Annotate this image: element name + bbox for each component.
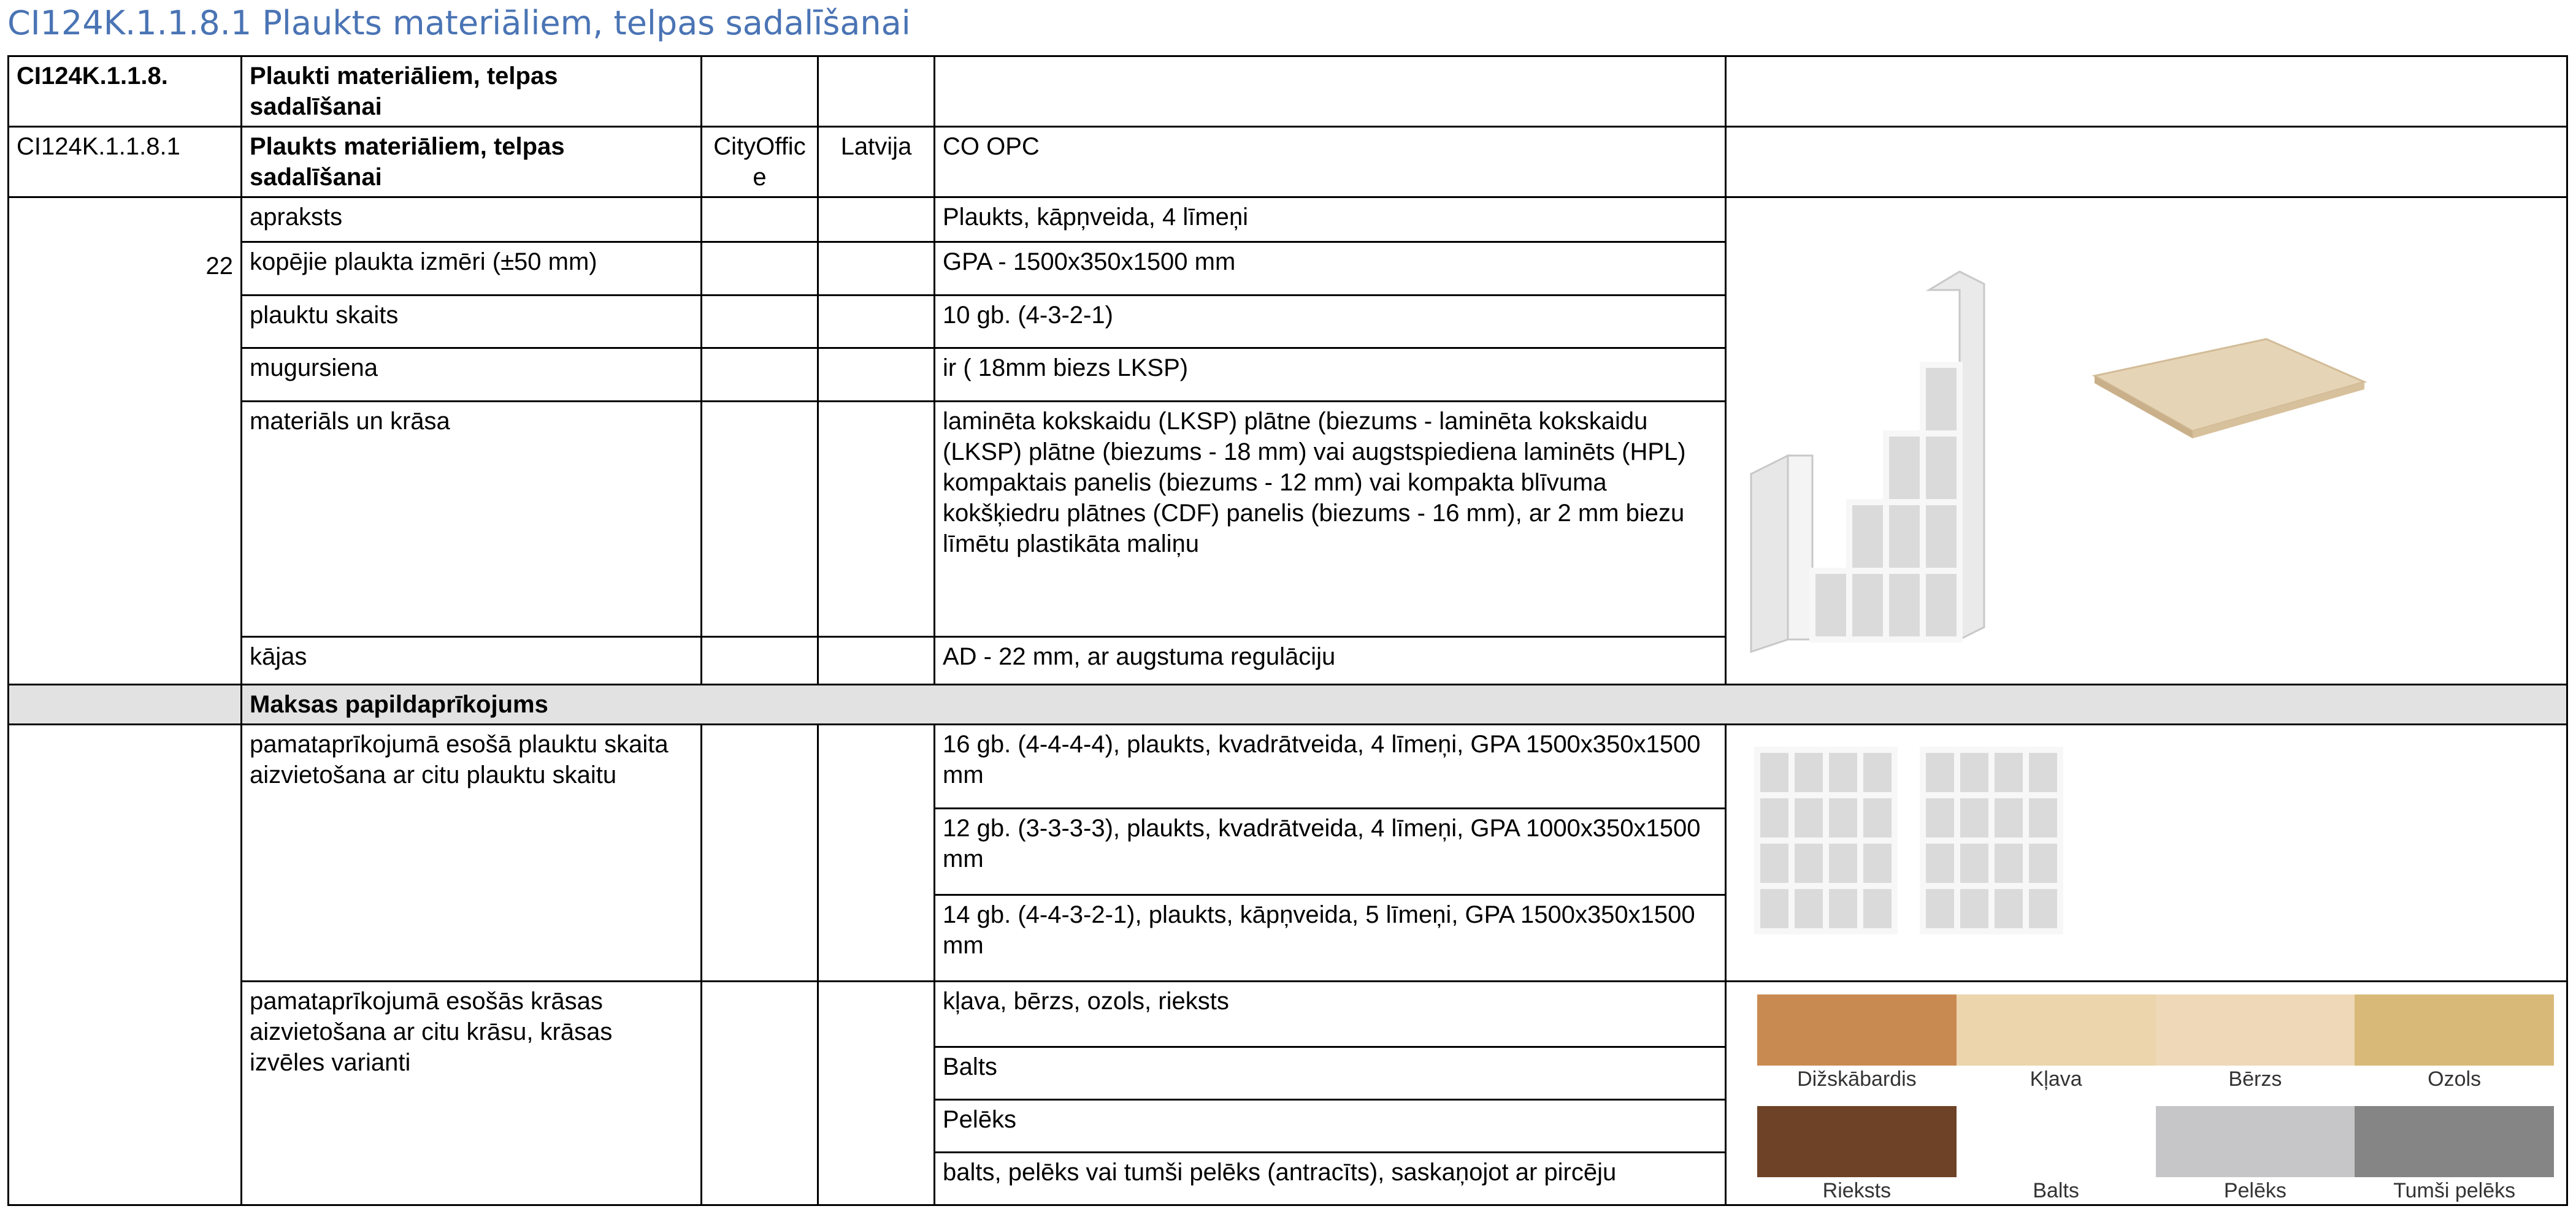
extra-option: kļava, bērzs, ozols, rieksts xyxy=(935,982,1726,1047)
extra-option: Balts xyxy=(935,1047,1726,1100)
shelf-cell xyxy=(2026,750,2060,795)
shelf-cell xyxy=(1957,795,1991,841)
spec-label: kājas xyxy=(242,637,702,685)
spec-label: apraksts xyxy=(242,197,702,242)
shelf-cell xyxy=(2026,841,2060,886)
product-images xyxy=(1726,197,2567,685)
shelf-cell xyxy=(2026,886,2060,931)
shelf-cell xyxy=(1826,795,1860,841)
shelf-cell xyxy=(1957,841,1991,886)
swatch xyxy=(1757,994,1957,1093)
shelf-cell xyxy=(2026,795,2060,841)
item-row xyxy=(9,127,2567,197)
shelf-cell xyxy=(1923,365,1960,433)
spec-value: laminēta kokskaidu (LKSP) plātne (biezums - laminēta kokskaidu (LKSP) plātne (biezums - 18 mm) vai augstspiediena laminēts (HPL) kompaktais panelis (biezums - 12 mm) vai kompakta blīvuma kokšķiedru plātnes (CDF) panelis (biezums - 16 mm), ar 2 mm biezu līmētu plastikāta maliņu xyxy=(935,401,1726,637)
shelf-cell xyxy=(1923,502,1960,571)
shelf-options-images xyxy=(1726,725,2567,982)
shelf-cell xyxy=(1886,433,1923,502)
shelf-cell xyxy=(1849,502,1886,571)
shelf-cell xyxy=(1991,886,2026,931)
swatch-label: Rieksts xyxy=(1822,1179,1892,1202)
swatch xyxy=(2156,1106,2355,1204)
extras-header: Maksas papildaprīkojums xyxy=(242,685,2567,725)
shelf-cell xyxy=(1886,571,1923,639)
shelf-cell xyxy=(1923,795,1957,841)
extra-option: 12 gb. (3-3-3-3), plaukts, kvadrātveida, 4 līmeņi, GPA 1000x350x1500 mm xyxy=(935,808,1726,895)
color-swatches xyxy=(1726,982,2567,1205)
extra-row xyxy=(9,982,2567,1047)
spec-label: materiāls un krāsa xyxy=(242,401,702,637)
spec-value: Plaukts, kāpņveida, 4 līmeņi xyxy=(935,197,1726,242)
shelf-cell xyxy=(1826,886,1860,931)
shelf-cell xyxy=(1923,886,1957,931)
spec-label: mugursiena xyxy=(242,348,702,401)
shelf-cell xyxy=(1826,841,1860,886)
swatch-label: Pelēks xyxy=(2223,1179,2287,1202)
shelf-cell xyxy=(1923,841,1957,886)
swatch xyxy=(2355,994,2554,1093)
swatch-color xyxy=(2355,994,2554,1066)
spec-value: ir ( 18mm biezs LKSP) xyxy=(935,348,1726,401)
row-number: 22 xyxy=(9,197,242,685)
swatch-color xyxy=(1757,1106,1957,1177)
shelf-cell xyxy=(1991,795,2026,841)
extras-header-row xyxy=(9,685,2567,725)
shelf-cell xyxy=(1886,502,1923,571)
swatch-label: Tumši pelēks xyxy=(2393,1179,2516,1202)
extra-option: 16 gb. (4-4-4-4), plaukts, kvadrātveida, 4 līmeņi, GPA 1500x350x1500 mm xyxy=(935,725,1726,809)
spec-label: plauktu skaits xyxy=(242,295,702,348)
shelf-cell xyxy=(1757,886,1792,931)
swatch-color xyxy=(2156,1106,2355,1177)
extra-option: Pelēks xyxy=(935,1100,1726,1153)
square-shelf-cells xyxy=(1757,750,2060,931)
item-title: Plaukts materiāliem, telpas sadalīšanai xyxy=(242,127,702,197)
spec-label: kopējie plaukta izmēri (±50 mm) xyxy=(242,242,702,295)
swatch-label: Bērzs xyxy=(2228,1067,2282,1091)
shelf-cell xyxy=(1849,571,1886,639)
shelf-cell xyxy=(1826,750,1860,795)
shelf-cell xyxy=(1792,750,1826,795)
shelf-cell xyxy=(1923,571,1960,639)
manufacturer-cell: CityOffice xyxy=(702,127,818,197)
shelf-cell xyxy=(1792,795,1826,841)
square-shelves-image xyxy=(1727,725,2564,973)
swatch-color xyxy=(2355,1106,2554,1177)
shelf-cell xyxy=(1957,750,1991,795)
country-cell: Latvija xyxy=(818,127,935,197)
shelf-cell xyxy=(1792,841,1826,886)
swatch xyxy=(1957,1106,2156,1204)
spec-value: GPA - 1500x350x1500 mm xyxy=(935,242,1726,295)
spec-row xyxy=(9,197,2567,242)
swatch-label: Kļava xyxy=(2030,1067,2082,1091)
swatch-color xyxy=(2156,994,2355,1066)
swatch-color xyxy=(1757,994,1957,1066)
staircase-shelf-image xyxy=(1727,198,2564,676)
section-heading: CI124K.1.1.8.1 Plaukts materiāliem, telpas sadalīšanai xyxy=(7,4,911,42)
extra-option: 14 gb. (4-4-3-2-1), plaukts, kāpņveida, 5 līmeņi, GPA 1500x350x1500 mm xyxy=(935,895,1726,981)
model-cell: CO OPC xyxy=(935,127,1726,197)
swatch xyxy=(1757,1106,1957,1204)
shelf-cell xyxy=(1991,841,2026,886)
extra-option: balts, pelēks vai tumši pelēks (antracīts), saskaņojot ar pircēju xyxy=(935,1153,1726,1205)
shelf-cell xyxy=(1792,886,1826,931)
shelf-cell xyxy=(1860,750,1895,795)
shelf-cell xyxy=(1957,886,1991,931)
shelf-cell xyxy=(1860,841,1895,886)
extra-shelves-label: pamataprīkojumā esošā plauktu skaita aizvietošana ar citu plauktu skaitu xyxy=(242,725,702,982)
shelf-cell xyxy=(1757,750,1792,795)
stair-cells xyxy=(1812,365,1960,639)
shelf-cell xyxy=(1860,886,1895,931)
swatch-color xyxy=(1957,994,2156,1066)
swatch-label: Dižskābardis xyxy=(1797,1067,1917,1091)
extra-color-label: pamataprīkojumā esošās krāsas aizvietošana ar citu krāsu, krāsas izvēles varianti xyxy=(242,982,702,1205)
swatch xyxy=(2355,1106,2554,1204)
swatch-color xyxy=(1957,1106,2156,1177)
item-code: CI124K.1.1.8.1 xyxy=(9,127,242,197)
swatch xyxy=(1957,994,2156,1093)
group-row xyxy=(9,56,2567,127)
extra-row xyxy=(9,725,2567,809)
shelf-cell xyxy=(1923,433,1960,502)
swatch-label: Ozols xyxy=(2428,1067,2482,1091)
shelf-cell xyxy=(1860,795,1895,841)
shelf-cell xyxy=(1757,795,1792,841)
shelf-cell xyxy=(1812,571,1849,639)
shelf-cell xyxy=(1991,750,2026,795)
shelf-cell xyxy=(1923,750,1957,795)
group-title: Plaukti materiāliem, telpas sadalīšanai xyxy=(242,56,702,127)
spec-value: AD - 22 mm, ar augstuma regulāciju xyxy=(935,637,1726,685)
group-code: CI124K.1.1.8. xyxy=(9,56,242,127)
wood-panel-image xyxy=(2095,339,2364,431)
spec-value: 10 gb. (4-3-2-1) xyxy=(935,295,1726,348)
swatch-label: Balts xyxy=(2033,1179,2079,1202)
swatch xyxy=(2156,994,2355,1093)
spec-table xyxy=(7,55,2568,1206)
shelf-cell xyxy=(1757,841,1792,886)
